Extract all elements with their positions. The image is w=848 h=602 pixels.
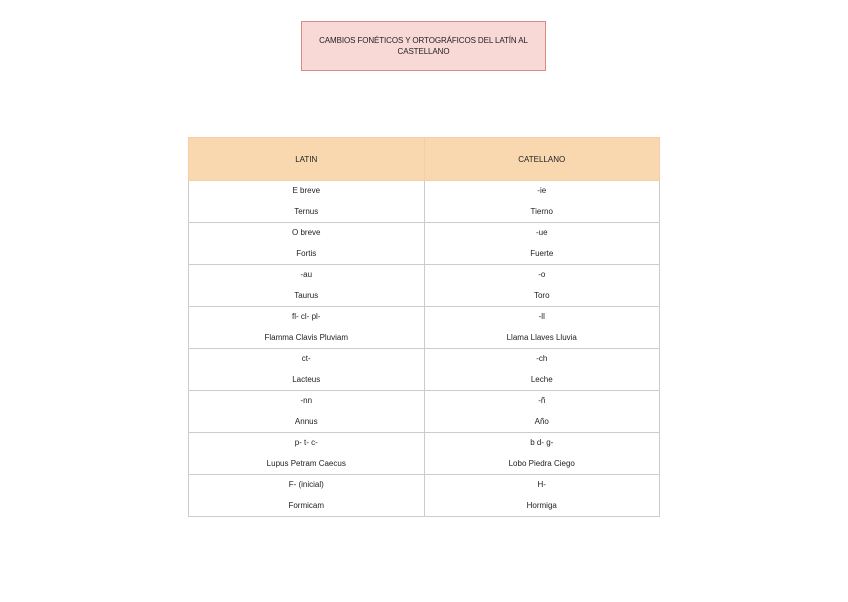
table-row	[189, 307, 660, 349]
latin-example: Lupus Petram Caecus	[266, 459, 346, 468]
cell-castellano	[424, 307, 660, 349]
cell-castellano	[424, 433, 660, 475]
cell-latin	[189, 433, 425, 475]
cell-castellano	[424, 223, 660, 265]
castellano-example: Año	[534, 417, 549, 426]
cell-castellano	[424, 265, 660, 307]
castellano-rule: b d- g-	[530, 438, 554, 447]
latin-rule: fl- cl- pl-	[292, 312, 321, 321]
cell-latin	[189, 307, 425, 349]
castellano-rule: -ñ	[538, 396, 546, 405]
castellano-example: Hormiga	[526, 501, 557, 510]
cell-latin	[189, 475, 425, 517]
castellano-rule: -ll	[538, 312, 545, 321]
cell-castellano	[424, 475, 660, 517]
castellano-rule: H-	[537, 480, 546, 489]
castellano-example: Tierno	[530, 207, 553, 216]
castellano-example: Fuerte	[530, 249, 554, 258]
latin-rule: E breve	[292, 186, 321, 195]
latin-rule: -nn	[300, 396, 313, 405]
castellano-example: Llama Llaves Lluvia	[506, 333, 577, 342]
castellano-example: Lobo Piedra Ciego	[508, 459, 575, 468]
cell-castellano	[424, 391, 660, 433]
header-castellano: CATELLANO	[424, 138, 660, 181]
castellano-rule: -ie	[537, 186, 547, 195]
latin-rule: O breve	[292, 228, 321, 237]
latin-rule: ct-	[301, 354, 311, 363]
castellano-rule: -ue	[535, 228, 548, 237]
cell-latin	[189, 265, 425, 307]
phonetic-changes-table-container	[188, 137, 660, 517]
table-row	[189, 391, 660, 433]
latin-example: Ternus	[294, 207, 319, 216]
table-row	[189, 433, 660, 475]
table-header-row	[189, 138, 660, 181]
castellano-example: Toro	[533, 291, 550, 300]
latin-example: Lacteus	[292, 375, 321, 384]
header-latin: LATIN	[189, 138, 425, 181]
table-row	[189, 223, 660, 265]
castellano-rule: -ch	[536, 354, 548, 363]
table-row	[189, 181, 660, 223]
latin-example: Annus	[294, 417, 318, 426]
cell-latin	[189, 349, 425, 391]
cell-castellano	[424, 349, 660, 391]
table-row	[189, 265, 660, 307]
cell-castellano	[424, 181, 660, 223]
latin-rule: p- t- c-	[294, 438, 318, 447]
cell-latin	[189, 391, 425, 433]
latin-rule: -au	[300, 270, 313, 279]
castellano-example: Leche	[530, 375, 553, 384]
table-row	[189, 475, 660, 517]
document-title-text: CAMBIOS FONÉTICOS Y ORTOGRÁFICOS DEL LATÍN AL CASTELLANO	[319, 36, 528, 56]
cell-latin	[189, 181, 425, 223]
castellano-rule: -o	[538, 270, 546, 279]
latin-example: Flamma Clavis Pluviam	[264, 333, 349, 342]
latin-example: Formicam	[288, 501, 325, 510]
table-row	[189, 349, 660, 391]
latin-rule: F- (inicial)	[288, 480, 324, 489]
document-title	[301, 21, 546, 71]
latin-example: Fortis	[296, 249, 317, 258]
cell-latin	[189, 223, 425, 265]
phonetic-changes-table	[188, 137, 660, 517]
latin-example: Taurus	[294, 291, 319, 300]
